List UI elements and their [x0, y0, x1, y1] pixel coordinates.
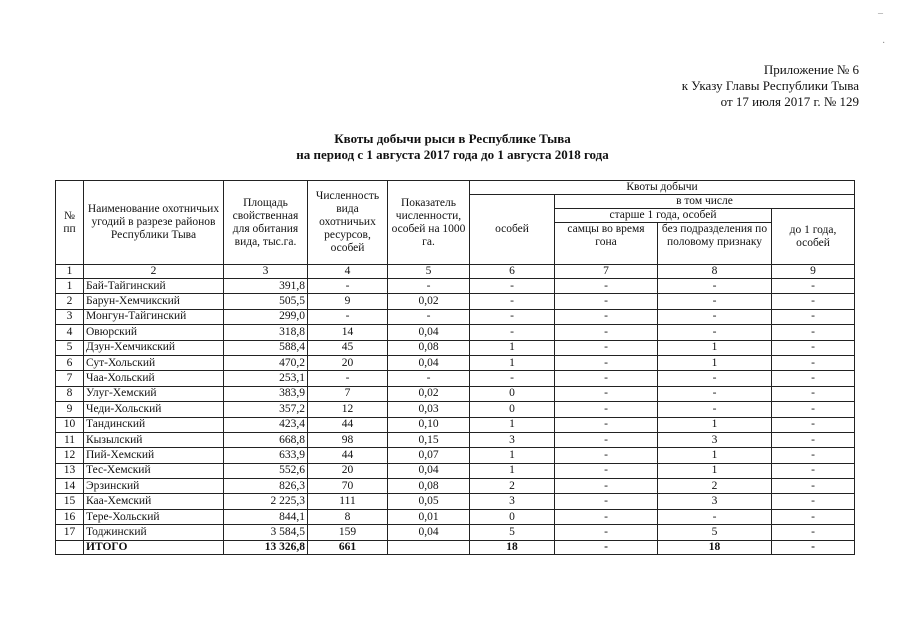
table-row: [56, 386, 855, 401]
header-count: Численность вида охотничьих ресурсов, особей: [308, 181, 388, 265]
district-name: Бай-Тайгинский: [84, 279, 224, 294]
district-name: Тере-Хольский: [84, 509, 224, 524]
area-value: 826,3: [224, 479, 308, 494]
header-males: самцы во время гона: [555, 223, 658, 265]
quota-individuals: 1: [470, 417, 555, 432]
index-value: 0,02: [388, 386, 470, 401]
table-row: [56, 402, 855, 417]
column-number-row: [56, 265, 855, 279]
area-value: 3 584,5: [224, 525, 308, 540]
quota-individuals: 1: [470, 463, 555, 478]
area-value: 253,1: [224, 371, 308, 386]
header-index: Показатель численности, особей на 1000 га.: [388, 181, 470, 265]
header-name: Наименование охотничьих угодий в разрезе районов Республики Тыва: [84, 181, 224, 265]
count-value: 8: [308, 509, 388, 524]
appendix-header: [682, 62, 859, 110]
area-value: 470,2: [224, 355, 308, 370]
quota-individuals: 3: [470, 432, 555, 447]
quota-young: -: [772, 417, 855, 432]
col-number: 7: [555, 265, 658, 279]
quota-nosex: 1: [658, 463, 772, 478]
area-value: 552,6: [224, 463, 308, 478]
count-value: 70: [308, 479, 388, 494]
total-males: -: [555, 540, 658, 554]
quota-young: -: [772, 386, 855, 401]
row-number: 10: [56, 417, 84, 432]
table-row: [56, 417, 855, 432]
table-row: [56, 325, 855, 340]
quota-individuals: 2: [470, 479, 555, 494]
quota-males: -: [555, 494, 658, 509]
row-number: 16: [56, 509, 84, 524]
district-name: Дзун-Хемчикский: [84, 340, 224, 355]
quota-individuals: 3: [470, 494, 555, 509]
table-row: [56, 463, 855, 478]
header-including: в том числе: [555, 195, 855, 209]
table-row: [56, 509, 855, 524]
quota-males: -: [555, 432, 658, 447]
quota-males: -: [555, 340, 658, 355]
title-line-1: Квоты добычи рыси в Республике Тыва: [334, 131, 571, 146]
table-row: [56, 309, 855, 324]
header-individuals: особей: [470, 195, 555, 265]
count-value: -: [308, 371, 388, 386]
area-value: 2 225,3: [224, 494, 308, 509]
appendix-line-1: Приложение № 6: [763, 62, 859, 77]
district-name: Улуг-Хемский: [84, 386, 224, 401]
district-name: Тандинский: [84, 417, 224, 432]
index-value: -: [388, 279, 470, 294]
quota-nosex: 1: [658, 417, 772, 432]
quota-nosex: 3: [658, 494, 772, 509]
index-value: 0,08: [388, 340, 470, 355]
row-number: 9: [56, 402, 84, 417]
district-name: Кызылский: [84, 432, 224, 447]
quota-individuals: -: [470, 309, 555, 324]
area-value: 633,9: [224, 448, 308, 463]
index-value: 0,04: [388, 463, 470, 478]
area-value: 383,9: [224, 386, 308, 401]
row-number: 7: [56, 371, 84, 386]
row-number: 6: [56, 355, 84, 370]
quota-individuals: -: [470, 325, 555, 340]
quota-nosex: 1: [658, 448, 772, 463]
area-value: 357,2: [224, 402, 308, 417]
quota-nosex: -: [658, 279, 772, 294]
district-name: Эрзинский: [84, 479, 224, 494]
area-value: 588,4: [224, 340, 308, 355]
area-value: 844,1: [224, 509, 308, 524]
row-number: 5: [56, 340, 84, 355]
quota-individuals: 1: [470, 340, 555, 355]
total-index: [388, 540, 470, 554]
quota-males: -: [555, 448, 658, 463]
quota-individuals: -: [470, 371, 555, 386]
quota-nosex: -: [658, 402, 772, 417]
quota-nosex: -: [658, 371, 772, 386]
col-number: 2: [84, 265, 224, 279]
header-num: № пп: [56, 181, 84, 265]
index-value: 0,08: [388, 479, 470, 494]
total-area: 13 326,8: [224, 540, 308, 554]
quota-males: -: [555, 509, 658, 524]
quota-young: -: [772, 525, 855, 540]
quota-young: -: [772, 325, 855, 340]
district-name: Тоджинский: [84, 525, 224, 540]
total-count: 661: [308, 540, 388, 554]
quota-males: -: [555, 279, 658, 294]
count-value: 9: [308, 294, 388, 309]
district-name: Каа-Хемский: [84, 494, 224, 509]
quota-males: -: [555, 325, 658, 340]
quota-individuals: 5: [470, 525, 555, 540]
row-number: 13: [56, 463, 84, 478]
col-number: 5: [388, 265, 470, 279]
quota-young: -: [772, 340, 855, 355]
quota-males: -: [555, 479, 658, 494]
quota-nosex: -: [658, 509, 772, 524]
total-individuals: 18: [470, 540, 555, 554]
table-row: [56, 340, 855, 355]
index-value: 0,02: [388, 294, 470, 309]
quota-nosex: 5: [658, 525, 772, 540]
index-value: 0,10: [388, 417, 470, 432]
index-value: 0,15: [388, 432, 470, 447]
index-value: 0,07: [388, 448, 470, 463]
col-number: 1: [56, 265, 84, 279]
quota-males: -: [555, 355, 658, 370]
row-number: 14: [56, 479, 84, 494]
row-number: 4: [56, 325, 84, 340]
count-value: 111: [308, 494, 388, 509]
table-row: [56, 371, 855, 386]
quota-nosex: -: [658, 309, 772, 324]
appendix-line-2: к Указу Главы Республики Тыва: [681, 78, 859, 93]
count-value: 44: [308, 448, 388, 463]
row-number: 12: [56, 448, 84, 463]
table-row: [56, 355, 855, 370]
quota-young: -: [772, 355, 855, 370]
quota-individuals: 1: [470, 355, 555, 370]
count-value: 14: [308, 325, 388, 340]
total-young: -: [772, 540, 855, 554]
quota-nosex: -: [658, 325, 772, 340]
area-value: 299,0: [224, 309, 308, 324]
quota-young: -: [772, 294, 855, 309]
quota-males: -: [555, 463, 658, 478]
quota-young: -: [772, 309, 855, 324]
district-name: Барун-Хемчикский: [84, 294, 224, 309]
quota-males: -: [555, 402, 658, 417]
quota-nosex: -: [658, 386, 772, 401]
count-value: 12: [308, 402, 388, 417]
quota-nosex: 1: [658, 355, 772, 370]
count-value: 98: [308, 432, 388, 447]
header-area: Площадь свойственная для обитания вида, тыс.га.: [224, 181, 308, 265]
index-value: 0,04: [388, 355, 470, 370]
quota-young: -: [772, 509, 855, 524]
table-row: [56, 432, 855, 447]
total-label: ИТОГО: [84, 540, 224, 554]
row-number: 11: [56, 432, 84, 447]
col-number: 4: [308, 265, 388, 279]
area-value: 391,8: [224, 279, 308, 294]
table-row: [56, 448, 855, 463]
title-line-2: на период с 1 августа 2017 года до 1 августа 2018 года: [296, 147, 609, 162]
row-number: 1: [56, 279, 84, 294]
row-number: 3: [56, 309, 84, 324]
header-nosex: без подразделения по половому признаку: [658, 223, 772, 265]
table-row: [56, 279, 855, 294]
quota-individuals: 1: [470, 448, 555, 463]
quota-young: -: [772, 448, 855, 463]
count-value: 20: [308, 355, 388, 370]
scan-mark: –: [878, 8, 883, 19]
district-name: Чаа-Хольский: [84, 371, 224, 386]
count-value: 44: [308, 417, 388, 432]
quota-young: -: [772, 402, 855, 417]
total-nosex: 18: [658, 540, 772, 554]
index-value: -: [388, 309, 470, 324]
header-quota: Квоты добычи: [470, 181, 855, 195]
scan-mark: ·: [882, 38, 886, 49]
quota-young: -: [772, 371, 855, 386]
quota-nosex: 2: [658, 479, 772, 494]
count-value: 45: [308, 340, 388, 355]
count-value: -: [308, 309, 388, 324]
index-value: 0,05: [388, 494, 470, 509]
index-value: 0,04: [388, 525, 470, 540]
district-name: Монгун-Тайгинский: [84, 309, 224, 324]
index-value: 0,01: [388, 509, 470, 524]
index-value: 0,04: [388, 325, 470, 340]
quota-nosex: 3: [658, 432, 772, 447]
district-name: Чеди-Хольский: [84, 402, 224, 417]
quota-males: -: [555, 417, 658, 432]
header-young: до 1 года, особей: [772, 209, 855, 265]
quota-individuals: -: [470, 294, 555, 309]
area-value: 505,5: [224, 294, 308, 309]
col-number: 3: [224, 265, 308, 279]
document-title: [0, 131, 905, 163]
table-body: [56, 279, 855, 541]
quota-males: -: [555, 525, 658, 540]
count-value: 159: [308, 525, 388, 540]
quota-males: -: [555, 371, 658, 386]
row-number: 17: [56, 525, 84, 540]
quota-individuals: 0: [470, 509, 555, 524]
quota-young: -: [772, 279, 855, 294]
table-row: [56, 294, 855, 309]
col-number: 6: [470, 265, 555, 279]
row-number: 15: [56, 494, 84, 509]
count-value: -: [308, 279, 388, 294]
quota-individuals: 0: [470, 386, 555, 401]
district-name: Сут-Хольский: [84, 355, 224, 370]
index-value: -: [388, 371, 470, 386]
quota-males: -: [555, 386, 658, 401]
quota-males: -: [555, 309, 658, 324]
quota-individuals: -: [470, 279, 555, 294]
area-value: 668,8: [224, 432, 308, 447]
quota-table: [55, 180, 855, 555]
row-number: 2: [56, 294, 84, 309]
district-name: Пий-Хемский: [84, 448, 224, 463]
quota-young: -: [772, 479, 855, 494]
total-row: [56, 540, 855, 554]
quota-young: -: [772, 463, 855, 478]
area-value: 318,8: [224, 325, 308, 340]
quota-males: -: [555, 294, 658, 309]
col-number: 9: [772, 265, 855, 279]
quota-young: -: [772, 494, 855, 509]
appendix-line-3: от 17 июля 2017 г. № 129: [720, 94, 859, 109]
table-row: [56, 494, 855, 509]
quota-nosex: -: [658, 294, 772, 309]
header-older: старше 1 года, особей: [555, 209, 772, 223]
quota-individuals: 0: [470, 402, 555, 417]
district-name: Тес-Хемский: [84, 463, 224, 478]
table-row: [56, 525, 855, 540]
area-value: 423,4: [224, 417, 308, 432]
col-number: 8: [658, 265, 772, 279]
table-row: [56, 479, 855, 494]
district-name: Овюрский: [84, 325, 224, 340]
count-value: 7: [308, 386, 388, 401]
quota-nosex: 1: [658, 340, 772, 355]
row-number: 8: [56, 386, 84, 401]
count-value: 20: [308, 463, 388, 478]
index-value: 0,03: [388, 402, 470, 417]
quota-young: -: [772, 432, 855, 447]
